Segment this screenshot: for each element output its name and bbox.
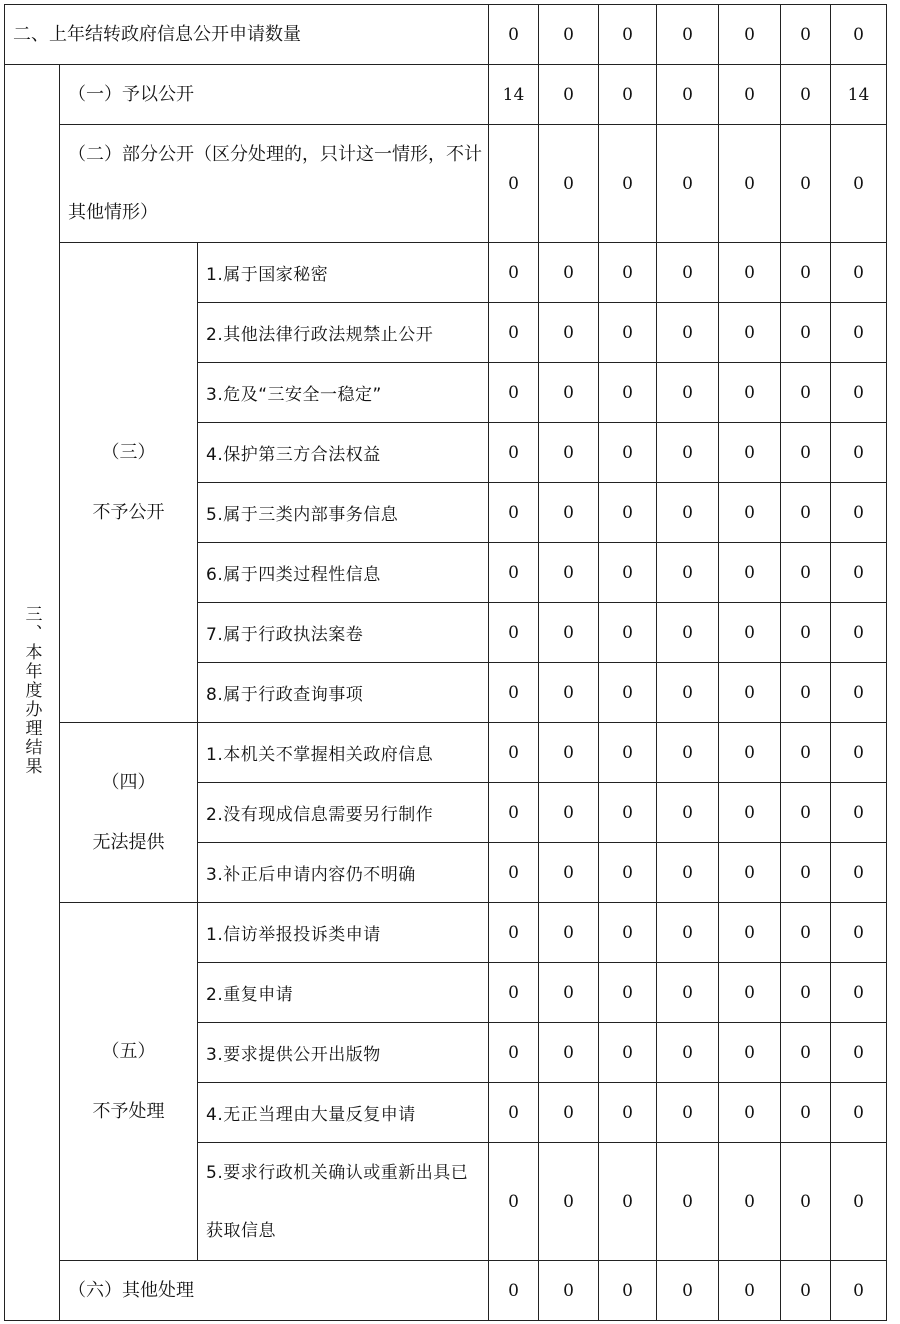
cell-value: 0 <box>719 543 781 603</box>
cell-value: 0 <box>489 483 539 543</box>
cell-value: 0 <box>599 1143 657 1261</box>
cell-value: 0 <box>719 1143 781 1261</box>
cell-value: 0 <box>539 125 599 243</box>
cell-value: 0 <box>781 1143 831 1261</box>
cell-value: 0 <box>489 1023 539 1083</box>
cell-value: 0 <box>657 1023 719 1083</box>
cell-value: 0 <box>781 543 831 603</box>
cell-value: 0 <box>489 603 539 663</box>
cell-value: 0 <box>489 363 539 423</box>
cell-value: 0 <box>539 483 599 543</box>
cell-value: 0 <box>781 603 831 663</box>
report-table-container <box>4 4 887 1321</box>
cell-value: 0 <box>489 663 539 723</box>
cell-value: 0 <box>599 903 657 963</box>
cell-value: 0 <box>719 963 781 1023</box>
table-row <box>5 65 887 125</box>
row-label: 1.属于国家秘密 <box>198 243 489 303</box>
table-row <box>5 1261 887 1321</box>
cell-value: 0 <box>489 1143 539 1261</box>
cell-value: 0 <box>719 1083 781 1143</box>
cell-value: 0 <box>831 423 887 483</box>
row-label: 二、上年结转政府信息公开申请数量 <box>5 5 489 65</box>
cell-value: 0 <box>831 1023 887 1083</box>
cell-value: 0 <box>599 1023 657 1083</box>
cell-value: 0 <box>539 903 599 963</box>
cell-value: 0 <box>831 903 887 963</box>
cell-value: 0 <box>831 543 887 603</box>
cell-value: 0 <box>781 723 831 783</box>
cell-value: 0 <box>719 65 781 125</box>
cell-value: 0 <box>539 663 599 723</box>
row-label: 2.重复申请 <box>198 963 489 1023</box>
row-label: 7.属于行政执法案卷 <box>198 603 489 663</box>
cell-value: 0 <box>719 243 781 303</box>
section-label-text: 三、本年度办理结果 <box>21 604 42 776</box>
disclosure-results-table <box>4 4 887 1321</box>
row-label: 5.属于三类内部事务信息 <box>198 483 489 543</box>
table-row <box>5 5 887 65</box>
cell-value: 0 <box>539 603 599 663</box>
row-label: 1.信访举报投诉类申请 <box>198 903 489 963</box>
cell-value: 0 <box>599 1261 657 1321</box>
cell-value: 0 <box>831 5 887 65</box>
cell-value: 0 <box>539 363 599 423</box>
row-label: （六）其他处理 <box>60 1261 489 1321</box>
cell-value: 0 <box>719 603 781 663</box>
cell-value: 0 <box>489 543 539 603</box>
cell-value: 0 <box>831 723 887 783</box>
cell-value: 0 <box>599 243 657 303</box>
cell-value: 0 <box>657 423 719 483</box>
cell-value: 0 <box>831 125 887 243</box>
cell-value: 0 <box>719 483 781 543</box>
cell-value: 0 <box>831 1083 887 1143</box>
cell-value: 0 <box>719 1023 781 1083</box>
cell-value: 0 <box>657 543 719 603</box>
cell-value: 0 <box>657 65 719 125</box>
cell-value: 0 <box>599 783 657 843</box>
cell-value: 0 <box>599 543 657 603</box>
cell-value: 0 <box>781 363 831 423</box>
row-label: 5.要求行政机关确认或重新出具已获取信息 <box>198 1143 489 1261</box>
cell-value: 0 <box>599 843 657 903</box>
group-label <box>60 243 198 723</box>
cell-value: 0 <box>539 963 599 1023</box>
cell-value: 0 <box>781 423 831 483</box>
cell-value: 0 <box>489 843 539 903</box>
cell-value: 0 <box>539 843 599 903</box>
cell-value: 0 <box>599 423 657 483</box>
cell-value: 0 <box>831 483 887 543</box>
table-row <box>5 723 887 783</box>
cell-value: 0 <box>781 1083 831 1143</box>
cell-value: 0 <box>599 963 657 1023</box>
cell-value: 0 <box>489 5 539 65</box>
group-label-line: （四） <box>101 771 156 793</box>
group-label <box>60 723 198 903</box>
cell-value: 0 <box>599 125 657 243</box>
cell-value: 0 <box>489 1083 539 1143</box>
cell-value: 0 <box>539 243 599 303</box>
cell-value: 0 <box>719 783 781 843</box>
cell-value: 0 <box>781 125 831 243</box>
cell-value: 0 <box>781 303 831 363</box>
cell-value: 0 <box>539 783 599 843</box>
cell-value: 0 <box>539 1143 599 1261</box>
group-label-line: 不予处理 <box>92 1100 165 1122</box>
cell-value: 0 <box>719 423 781 483</box>
cell-value: 0 <box>719 723 781 783</box>
cell-value: 0 <box>831 783 887 843</box>
cell-value: 0 <box>719 303 781 363</box>
cell-value: 0 <box>719 663 781 723</box>
cell-value: 0 <box>599 483 657 543</box>
cell-value: 0 <box>539 5 599 65</box>
cell-value: 0 <box>831 363 887 423</box>
cell-value: 0 <box>599 303 657 363</box>
cell-value: 0 <box>781 663 831 723</box>
cell-value: 0 <box>719 125 781 243</box>
cell-value: 0 <box>781 5 831 65</box>
row-label: 3.补正后申请内容仍不明确 <box>198 843 489 903</box>
group-label-line: （三） <box>101 441 156 463</box>
cell-value: 0 <box>539 65 599 125</box>
cell-value: 0 <box>599 1083 657 1143</box>
cell-value: 0 <box>831 243 887 303</box>
cell-value: 0 <box>599 603 657 663</box>
cell-value: 0 <box>657 903 719 963</box>
cell-value: 0 <box>489 723 539 783</box>
cell-value: 0 <box>781 903 831 963</box>
cell-value: 0 <box>719 1261 781 1321</box>
cell-value: 0 <box>657 723 719 783</box>
cell-value: 0 <box>489 303 539 363</box>
cell-value: 0 <box>599 663 657 723</box>
cell-value: 0 <box>781 1023 831 1083</box>
row-label: 4.无正当理由大量反复申请 <box>198 1083 489 1143</box>
cell-value: 0 <box>781 783 831 843</box>
row-label: 3.危及“三安全一稳定” <box>198 363 489 423</box>
row-label: 2.其他法律行政法规禁止公开 <box>198 303 489 363</box>
cell-value: 0 <box>831 603 887 663</box>
row-label: 8.属于行政查询事项 <box>198 663 489 723</box>
table-row <box>5 903 887 963</box>
cell-value: 0 <box>489 903 539 963</box>
cell-value: 0 <box>539 303 599 363</box>
cell-value: 0 <box>599 5 657 65</box>
cell-value: 0 <box>657 363 719 423</box>
cell-value: 0 <box>657 125 719 243</box>
row-label: 6.属于四类过程性信息 <box>198 543 489 603</box>
cell-value: 0 <box>781 843 831 903</box>
cell-value: 0 <box>719 5 781 65</box>
cell-value: 0 <box>489 783 539 843</box>
cell-value: 0 <box>831 663 887 723</box>
cell-value: 0 <box>781 243 831 303</box>
cell-value: 0 <box>657 483 719 543</box>
cell-value: 0 <box>489 963 539 1023</box>
section-label <box>5 65 60 1321</box>
cell-value: 0 <box>599 65 657 125</box>
cell-value: 0 <box>489 125 539 243</box>
cell-value: 0 <box>657 303 719 363</box>
cell-value: 0 <box>831 843 887 903</box>
cell-value: 0 <box>781 483 831 543</box>
cell-value: 14 <box>489 65 539 125</box>
group-label-line: 不予公开 <box>92 501 165 523</box>
cell-value: 0 <box>599 363 657 423</box>
cell-value: 0 <box>831 963 887 1023</box>
cell-value: 0 <box>489 1261 539 1321</box>
cell-value: 0 <box>719 843 781 903</box>
cell-value: 0 <box>657 783 719 843</box>
table-row <box>5 125 887 243</box>
row-label: 3.要求提供公开出版物 <box>198 1023 489 1083</box>
cell-value: 0 <box>657 1261 719 1321</box>
cell-value: 14 <box>831 65 887 125</box>
row-label: 1.本机关不掌握相关政府信息 <box>198 723 489 783</box>
table-row <box>5 243 887 303</box>
group-label-line: 无法提供 <box>92 831 165 853</box>
row-label: （二）部分公开（区分处理的，只计这一情形，不计其他情形） <box>60 125 489 243</box>
row-label: （一）予以公开 <box>60 65 489 125</box>
cell-value: 0 <box>657 663 719 723</box>
cell-value: 0 <box>539 1023 599 1083</box>
cell-value: 0 <box>781 963 831 1023</box>
group-label-line: （五） <box>101 1040 156 1062</box>
cell-value: 0 <box>539 723 599 783</box>
cell-value: 0 <box>719 363 781 423</box>
cell-value: 0 <box>489 243 539 303</box>
row-label: 4.保护第三方合法权益 <box>198 423 489 483</box>
cell-value: 0 <box>539 1261 599 1321</box>
cell-value: 0 <box>657 243 719 303</box>
cell-value: 0 <box>539 1083 599 1143</box>
cell-value: 0 <box>489 423 539 483</box>
cell-value: 0 <box>781 1261 831 1321</box>
cell-value: 0 <box>539 423 599 483</box>
cell-value: 0 <box>831 303 887 363</box>
cell-value: 0 <box>657 5 719 65</box>
cell-value: 0 <box>781 65 831 125</box>
cell-value: 0 <box>657 1143 719 1261</box>
cell-value: 0 <box>599 723 657 783</box>
cell-value: 0 <box>539 543 599 603</box>
row-label: 2.没有现成信息需要另行制作 <box>198 783 489 843</box>
cell-value: 0 <box>657 1083 719 1143</box>
cell-value: 0 <box>719 903 781 963</box>
cell-value: 0 <box>831 1143 887 1261</box>
cell-value: 0 <box>831 1261 887 1321</box>
cell-value: 0 <box>657 963 719 1023</box>
cell-value: 0 <box>657 603 719 663</box>
cell-value: 0 <box>657 843 719 903</box>
group-label <box>60 903 198 1261</box>
